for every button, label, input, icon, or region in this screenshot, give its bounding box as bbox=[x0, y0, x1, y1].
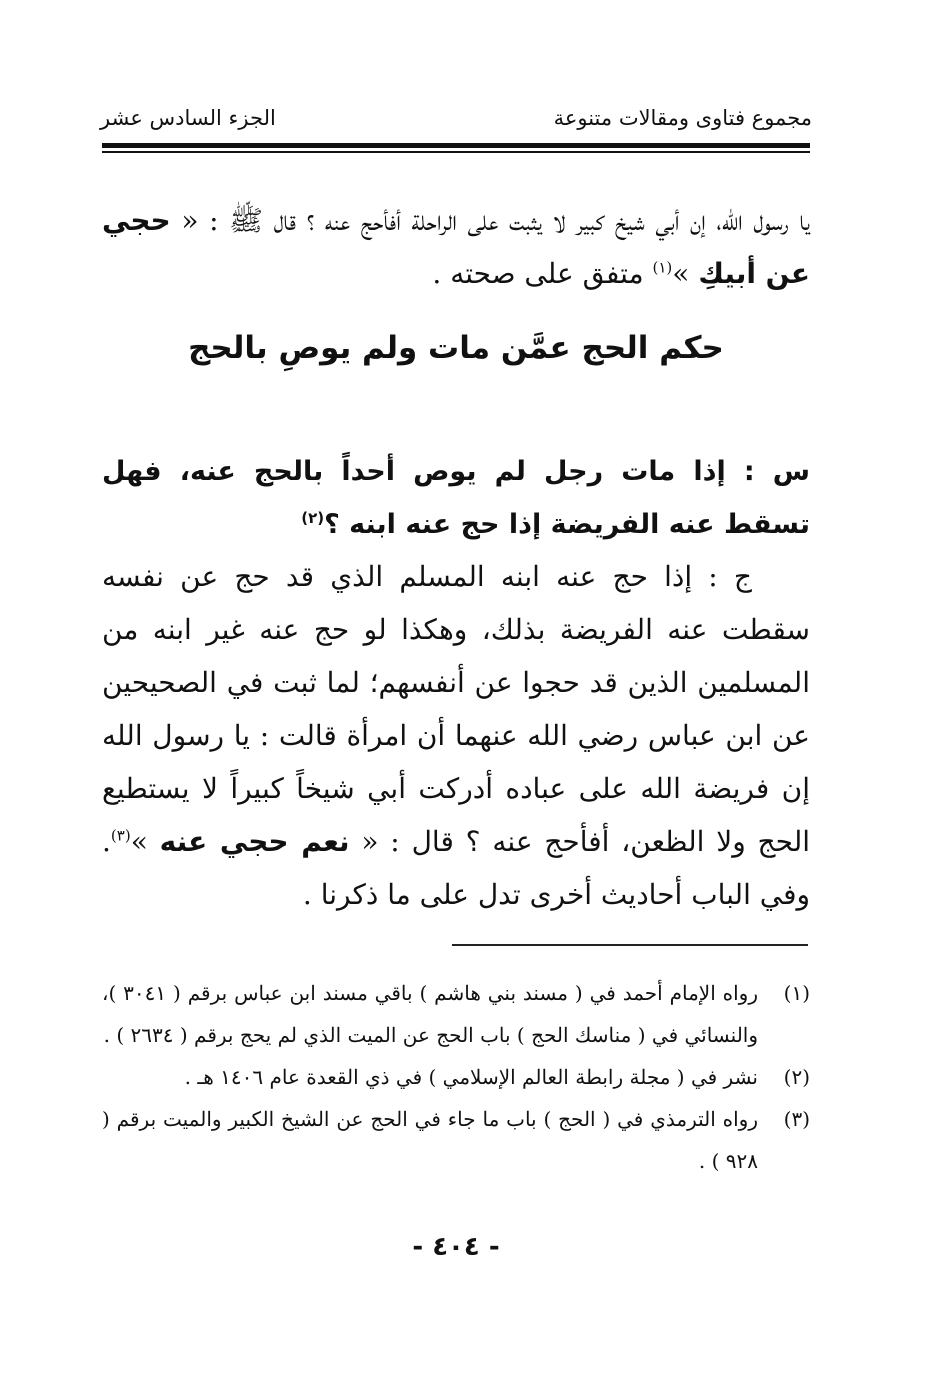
footnote-number: (١) bbox=[783, 981, 810, 1005]
intro-paragraph bbox=[102, 194, 810, 300]
footnote-marker-1: (١) bbox=[652, 258, 673, 277]
section-heading: حكم الحج عمَّن مات ولم يوصِ بالحج bbox=[188, 330, 724, 366]
footnote-separator bbox=[452, 944, 808, 946]
answer-paragraph bbox=[102, 550, 810, 921]
footnote-number: (٣) bbox=[783, 1107, 810, 1131]
footnote-2 bbox=[102, 1056, 810, 1098]
page-number: - ٤٠٤ - bbox=[412, 1232, 500, 1262]
running-header bbox=[100, 100, 812, 140]
footnote-marker-3: (٣) bbox=[110, 826, 131, 845]
answer-text-end: . وفي الباب أحاديث أخرى تدل على ما ذكرنا . bbox=[102, 825, 810, 911]
footnotes bbox=[102, 972, 810, 1182]
answer-hadith-quote: نعم حجي عنه bbox=[159, 825, 350, 858]
intro-quote-close: » bbox=[672, 257, 699, 290]
question-paragraph bbox=[102, 445, 868, 551]
part-title: الجزء السادس عشر bbox=[100, 106, 276, 130]
answer-text-before: ج : إذا حج عنه ابنه المسلم الذي قد حج عن نفسه سقطت عنه الفريضة بذلك، وهكذا لو حج عنه غير ابنه من المسلمين الذين قد حجوا عن أنفسهم؛ لما ثبت في الصحيحين عن ابن عباس رضي الله عنهما أن امرأة قالت : يا رسول الله إن فريضة الله على عباده أدركت أبي شيخاً كبيراً لا يستطيع الحج ولا الظعن، أفأحج عنه ؟ قال : « bbox=[102, 560, 811, 858]
intro-text-before: يا رسول الله، إن أبي شيخ كبير لا يثبت على الراحلة أفأحج عنه ؟ قال ﷺ : « bbox=[170, 204, 810, 237]
book-title: مجموع فتاوى ومقالات متنوعة bbox=[553, 106, 812, 130]
answer-quote-close: » bbox=[130, 825, 160, 858]
footnote-text: نشر في ( مجلة رابطة العالم الإسلامي ) في ذي القعدة عام ١٤٠٦ هـ . bbox=[184, 1065, 758, 1089]
footnote-number: (٢) bbox=[783, 1065, 810, 1089]
footnote-1 bbox=[102, 972, 810, 1056]
footnote-text: رواه الإمام أحمد في ( مسند بني هاشم ) باقي مسند ابن عباس برقم ( ٣٠٤١ )، والنسائي في ( مناسك الحج ) باب الحج عن الميت الذي لم يحج برقم ( ٢٦٣٤ ) . bbox=[102, 981, 758, 1047]
intro-hadith-quote: حجي عن أبيكِ bbox=[102, 204, 810, 290]
footnote-marker-2: (٢) bbox=[301, 509, 325, 527]
intro-text-end: متفق على صحته . bbox=[432, 257, 653, 290]
header-rule-thin bbox=[102, 151, 810, 153]
footnote-3 bbox=[102, 1098, 810, 1182]
footnote-text: رواه الترمذي في ( الحج ) باب ما جاء في الحج عن الشيخ الكبير والميت برقم ( ٩٢٨ ) . bbox=[102, 1107, 758, 1173]
header-rule-thick bbox=[102, 143, 810, 148]
question-text: س : إذا مات رجل لم يوص أحداً بالحج عنه، فهل تسقط عنه الفريضة إذا حج عنه ابنه ؟ bbox=[102, 456, 810, 540]
